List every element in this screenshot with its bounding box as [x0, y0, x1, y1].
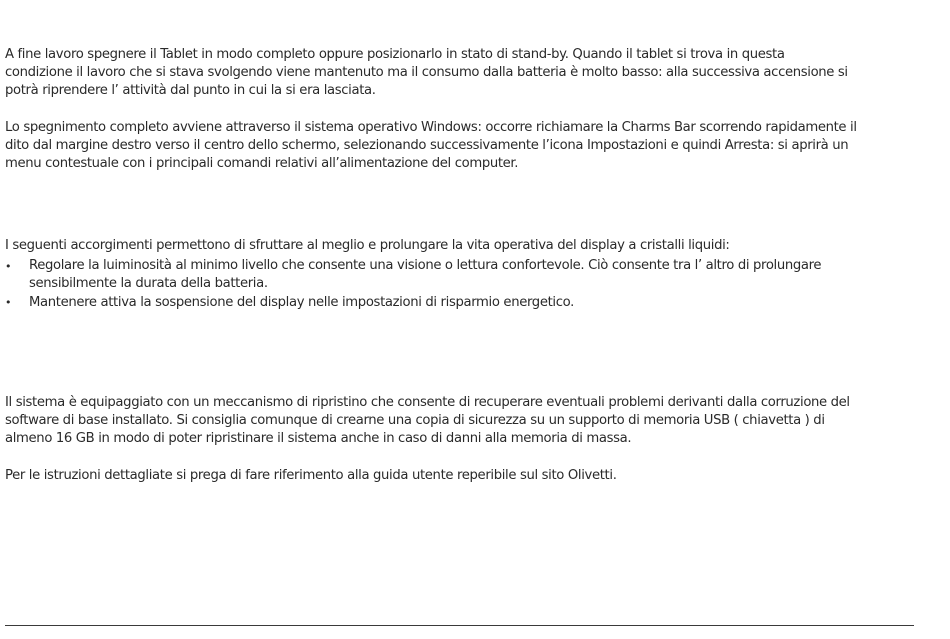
paragraph-standby-line-3: potrà riprendere l’ attività dal punto in cui la si era lasciata. [5, 83, 376, 98]
paragraph-recovery-line-3: almeno 16 GB in modo di poter ripristinare il sistema anche in caso di danni alla memoria di massa. [5, 431, 632, 446]
paragraph-shutdown-line-3: menu contestuale con i principali comandi relativi all’alimentazione del computer. [5, 156, 519, 171]
paragraph-shutdown-line-1: Lo spegnimento completo avviene attraverso il sistema operativo Windows: occorre richiamare la Charms Bar scorrendo rapidamente il [5, 120, 857, 135]
paragraph-recovery-line-2: software di base installato. Si consiglia comunque di crearne una copia di sicurezza su un supporto di memoria USB ( chiavetta ) di [5, 413, 825, 428]
bullet-marker: • [5, 296, 12, 309]
paragraph-standby-line-1: A fine lavoro spegnere il Tablet in modo completo oppure posizionarlo in stato di stand-by. Quando il tablet si trova in questa [5, 47, 785, 62]
footer-divider [5, 625, 914, 626]
bullet-item-brightness-line-2: sensibilmente la durata della batteria. [29, 276, 268, 291]
display-tips-intro: I seguenti accorgimenti permettono di sfruttare al meglio e prolungare la vita operativa del display a cristalli liquidi: [5, 238, 730, 253]
bullet-marker: • [5, 260, 12, 273]
bullet-item-brightness-line-1: Regolare la luiminosità al minimo livello che consente una visione o lettura confortevole. Ciò consente tra l’ altro di prolungare [29, 258, 822, 273]
bullet-item-display-sleep: Mantenere attiva la sospensione del display nelle impostazioni di risparmio energetico. [29, 295, 574, 310]
paragraph-shutdown-line-2: dito dal margine destro verso il centro dello schermo, selezionando successivamente l’icona Impostazioni e quindi Arresta: si aprirà un [5, 138, 849, 153]
paragraph-instructions: Per le istruzioni dettagliate si prega di fare riferimento alla guida utente reperibile sul sito Olivetti. [5, 468, 617, 483]
paragraph-standby-line-2: condizione il lavoro che si stava svolgendo viene mantenuto ma il consumo dalla batteria è molto basso: alla successiva accensione si [5, 65, 848, 80]
paragraph-recovery-line-1: Il sistema è equipaggiato con un meccanismo di ripristino che consente di recuperare eventuali problemi derivanti dalla corruzione del [5, 395, 850, 410]
